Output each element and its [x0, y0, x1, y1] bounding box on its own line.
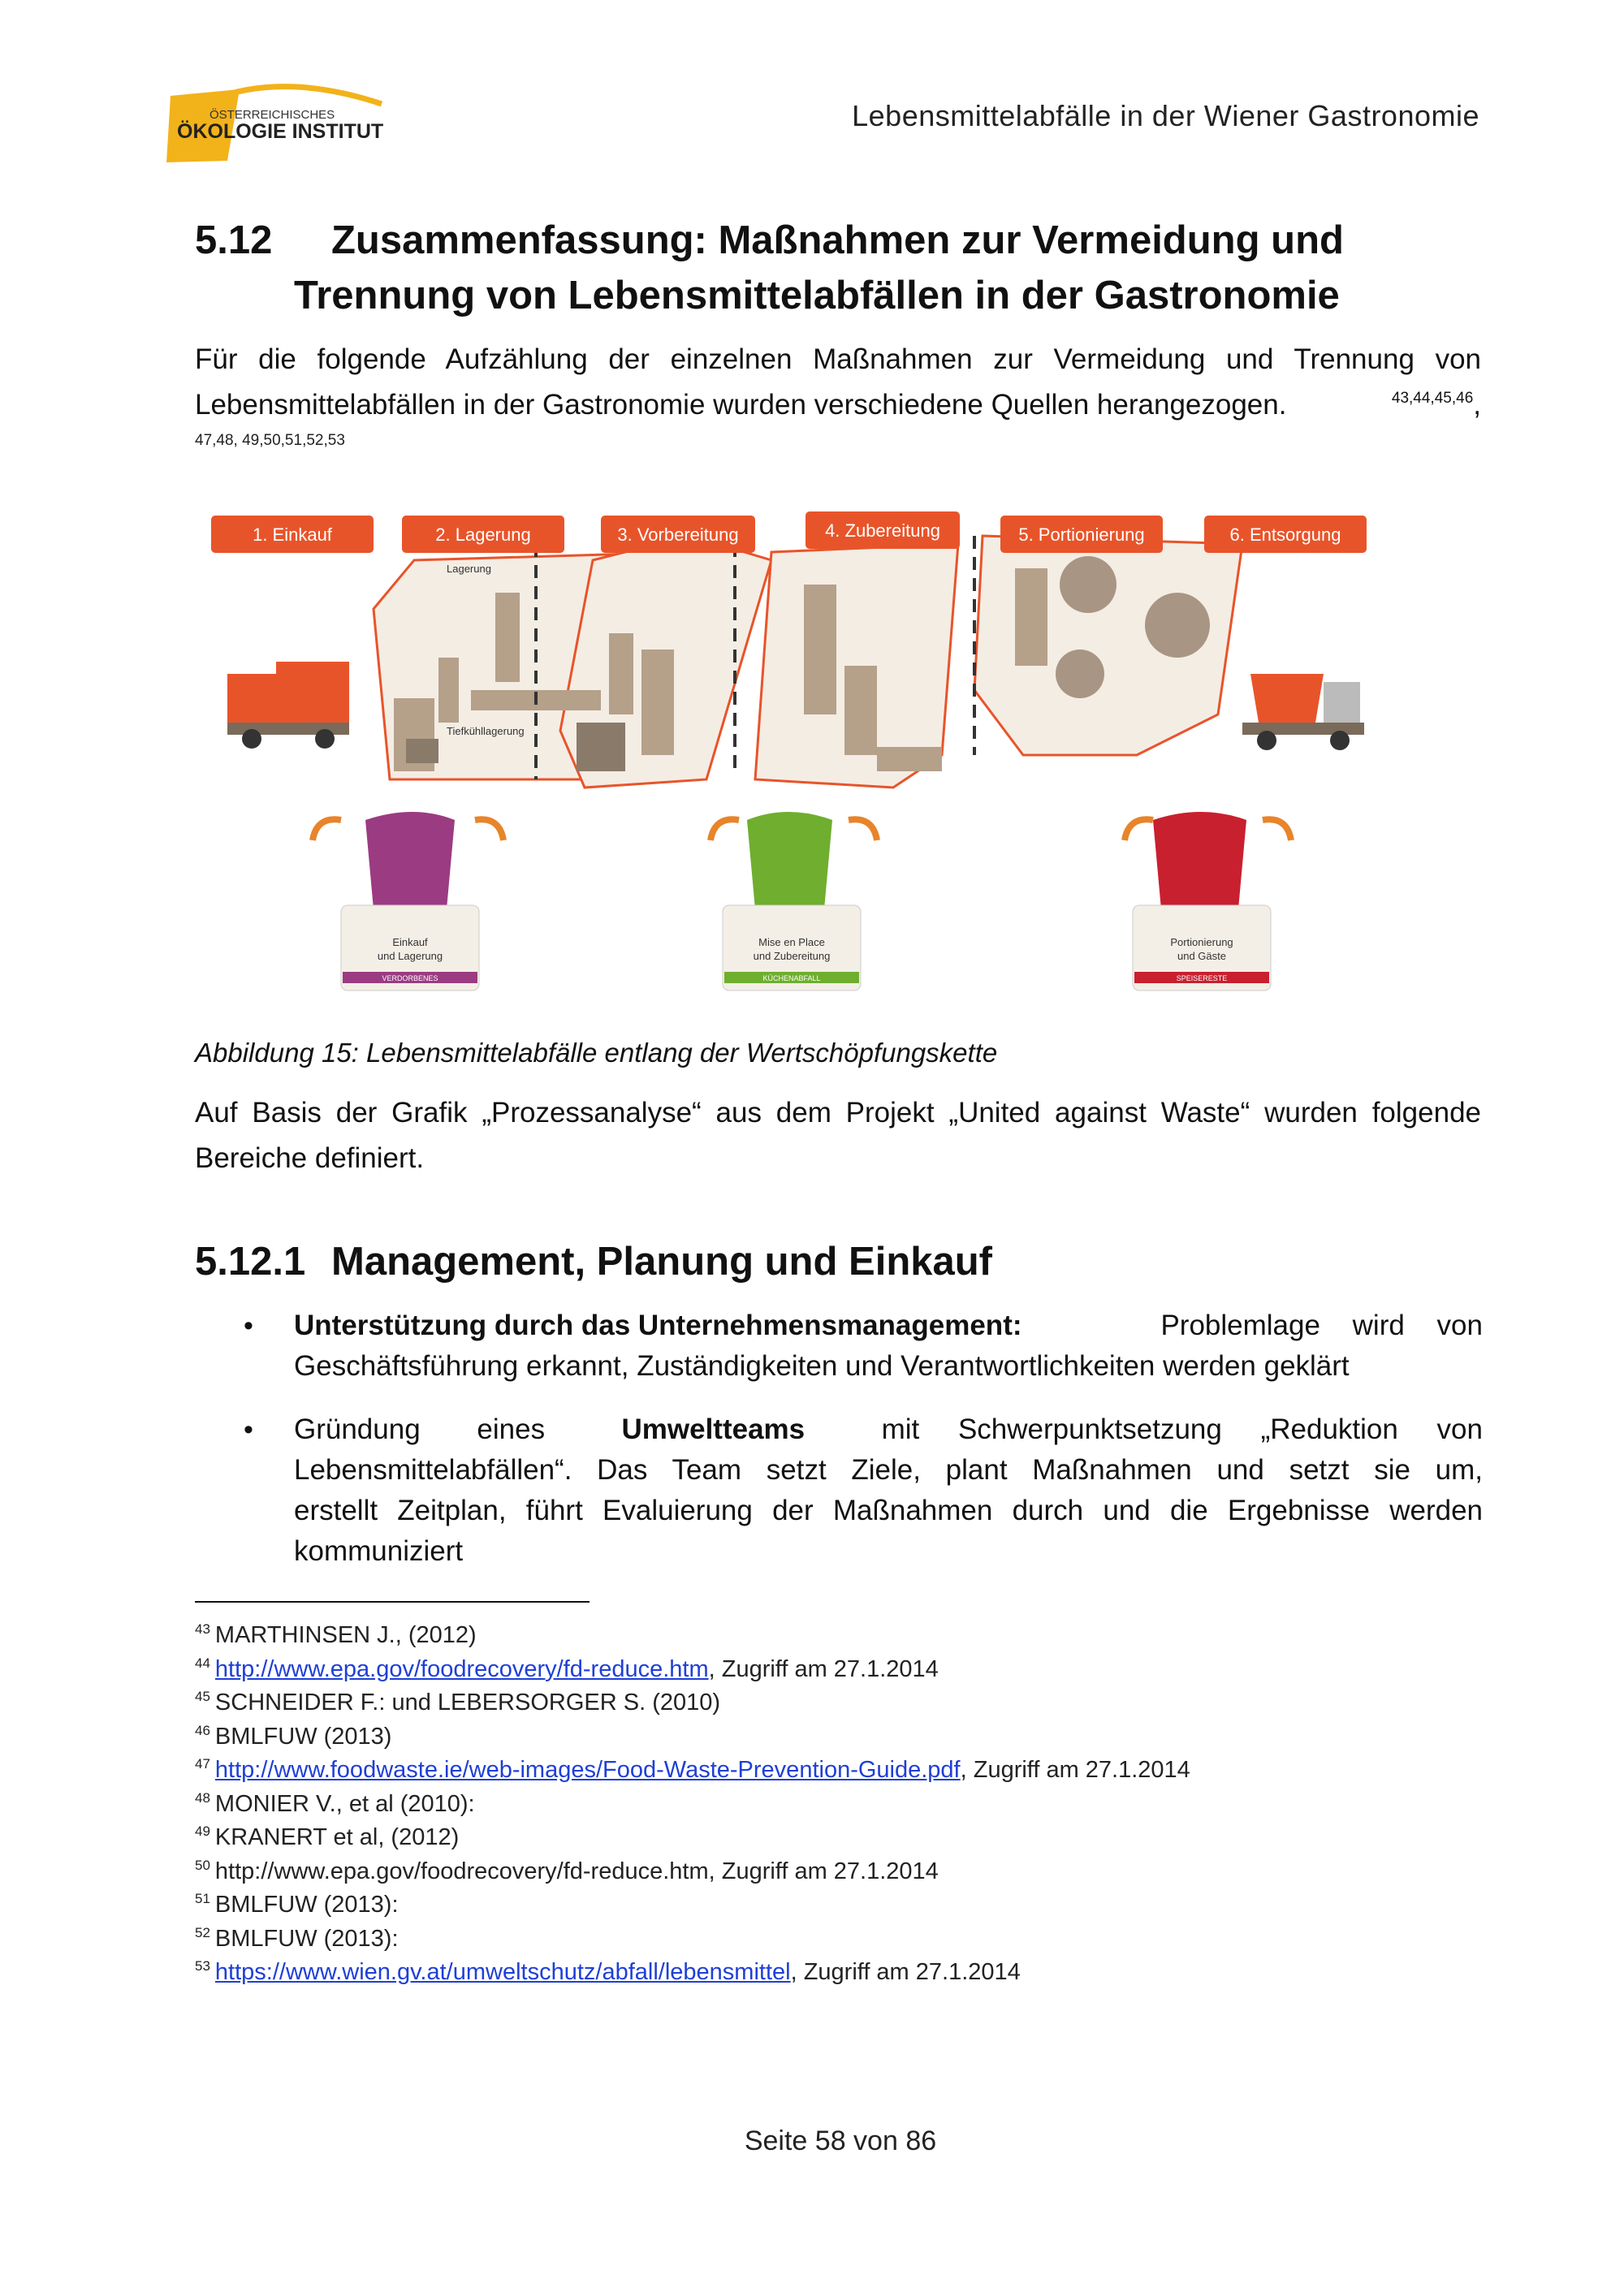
footnote-50 [195, 1855, 939, 1888]
intro-refs1 [1392, 382, 1481, 429]
footnote-access-date: , Zugriff am 27.1.2014 [960, 1757, 1190, 1783]
bullet-dot-2: • [244, 1414, 253, 1445]
footnote-link[interactable]: http://www.foodwaste.ie/web-images/Food-Waste-Prevention-Guide.pdf [214, 1757, 961, 1783]
page-number: Seite 58 von 86 [744, 2126, 937, 2156]
delivery-truck-icon [227, 662, 349, 749]
para2-line2: Bereiche definiert. [195, 1142, 425, 1174]
subsection-heading [195, 1234, 992, 1289]
bin-2-label2: und Zubereitung [753, 950, 831, 962]
footnote-number: 43 [195, 1621, 210, 1637]
step-tab-5: 5. Portionierung [1018, 524, 1145, 545]
footnote-text: BMLFUW (2013): [214, 1925, 399, 1952]
bullet-2-pre: Gründung eines [294, 1413, 546, 1445]
bullet-1-rest: Problemlage wird von [1160, 1310, 1483, 1341]
footnote-text: KRANERT et al, (2012) [214, 1824, 460, 1850]
footnote-text: SCHNEIDER F.: und LEBERSORGER S. (2010) [214, 1690, 721, 1716]
footnote-52 [195, 1923, 399, 1956]
intro-line2-text: Lebensmittelabfällen in der Gastronomie wurden verschiedene Quellen herangezogen. [195, 389, 1287, 421]
step-tab-3: 3. Vorbereitung [617, 524, 739, 545]
footnote-text: http://www.epa.gov/foodrecovery/fd-reduce.htm, Zugriff am 27.1.2014 [214, 1858, 939, 1884]
footnote-number: 49 [195, 1823, 210, 1839]
footnote-link[interactable]: http://www.epa.gov/foodrecovery/fd-reduce.htm [214, 1655, 709, 1682]
footnote-44 [195, 1653, 939, 1686]
footnote-number: 45 [195, 1689, 210, 1704]
bullet-2-line2: Lebensmittelabfällen“. Das Team setzt Ziele, plant Maßnahmen und setzt sie um, [294, 1454, 1483, 1486]
bin-1-label1: Einkauf [392, 936, 428, 948]
footnote-number: 50 [195, 1857, 210, 1873]
step-tab-4: 4. Zubereitung [825, 520, 940, 541]
footnote-text: MONIER V., et al (2010): [214, 1790, 475, 1817]
footnote-number: 53 [195, 1958, 210, 1974]
footnote-53 [195, 1956, 1021, 1989]
bin-3-band: SPEISERESTE [1176, 974, 1228, 982]
step-tab-2: 2. Lagerung [435, 524, 531, 545]
footnote-47 [195, 1754, 1190, 1787]
oekologie-institut-logo [162, 71, 406, 169]
footnote-number: 46 [195, 1722, 210, 1738]
bullet-2-post: mit Schwerpunktsetzung „Reduktion von [881, 1413, 1483, 1445]
room-label-lagerung: Lagerung [447, 563, 491, 575]
section-number: 5.12 [195, 218, 273, 262]
bin-2 [710, 812, 877, 990]
logo-text-main: ÖKOLOGIE INSTITUT [177, 120, 384, 143]
logo-text-top: ÖSTERREICHISCHES [209, 108, 335, 122]
step-tab-6: 6. Entsorgung [1229, 524, 1341, 545]
footnote-access-date: , Zugriff am 27.1.2014 [790, 1959, 1021, 1985]
waste-truck-icon [1242, 674, 1364, 750]
bullet-1-line1 [294, 1306, 1483, 1346]
footnote-number: 47 [195, 1756, 210, 1772]
bullet-1-line2: Geschäftsführung erkannt, Zuständigkeiten und Verantwortlichkeiten werden geklärt [294, 1350, 1350, 1382]
bin-3-label1: Portionierung [1170, 936, 1233, 948]
footnote-text: BMLFUW (2013): [214, 1892, 399, 1918]
footnote-48 [195, 1788, 475, 1821]
intro-refs2: 47,48, 49,50,51,52,53 [195, 432, 345, 449]
footnote-rule [195, 1601, 590, 1603]
section-title-line2: Trennung von Lebensmittelabfällen in der Gastronomie [294, 274, 1340, 317]
intro-refs1-comma: , [1473, 389, 1481, 421]
bullet-2-line3: erstellt Zeitplan, führt Evaluierung der Maßnahmen durch und die Ergebnisse werden [294, 1495, 1483, 1526]
bullet-dot-1: • [244, 1310, 253, 1341]
footnote-43 [195, 1619, 477, 1652]
footnote-49 [195, 1821, 459, 1854]
footnote-access-date: , Zugriff am 27.1.2014 [708, 1655, 939, 1682]
footnote-text: BMLFUW (2013) [214, 1723, 392, 1750]
intro-line1: Für die folgende Aufzählung der einzelnen Maßnahmen zur Vermeidung und Trennung von [195, 343, 1481, 375]
para2-line1: Auf Basis der Grafik „Prozessanalyse“ aus dem Projekt „United against Waste“ wurden folgende [195, 1097, 1481, 1129]
running-title: Lebensmittelabfälle in der Wiener Gastronomie [852, 99, 1479, 132]
bin-1-label2: und Lagerung [377, 950, 443, 962]
footnote-number: 52 [195, 1924, 210, 1940]
intro-line2 [195, 382, 1481, 429]
bullet-2-line4: kommuniziert [294, 1535, 464, 1567]
footnote-number: 48 [195, 1789, 210, 1806]
process-figure [203, 487, 1380, 999]
footnote-number: 44 [195, 1655, 210, 1671]
subsection-title: Management, Planung und Einkauf [331, 1240, 993, 1284]
footnote-text: MARTHINSEN J., (2012) [214, 1622, 477, 1648]
figure-caption: Abbildung 15: Lebensmittelabfälle entlang der Wertschöpfungskette [195, 1038, 998, 1068]
intro-refs1-sup: 43,44,45,46 [1391, 390, 1474, 407]
bin-2-label1: Mise en Place [758, 936, 825, 948]
bin-2-band: KÜCHENABFALL [762, 974, 821, 982]
bullet-2-bold: Umweltteams [621, 1413, 806, 1445]
subsection-number: 5.12.1 [195, 1240, 306, 1284]
room-label-tiefkuehl: Tiefkühllagerung [447, 725, 525, 737]
bin-3 [1125, 812, 1291, 990]
step-tab-1: 1. Einkauf [253, 524, 332, 545]
bin-3-label2: und Gäste [1177, 950, 1226, 962]
section-title-line1: Zusammenfassung: Maßnahmen zur Vermeidung und [331, 218, 1344, 262]
footnote-45 [195, 1686, 720, 1720]
footnote-46 [195, 1720, 391, 1754]
bin-1-band: VERDORBENES [382, 974, 438, 982]
bin-1 [313, 812, 503, 990]
footnote-number: 51 [195, 1891, 210, 1906]
bullet-2-line1 [294, 1409, 1483, 1450]
footnote-51 [195, 1888, 399, 1922]
bullet-1-bold: Unterstützung durch das Unternehmensmanagement: [294, 1310, 1022, 1341]
footnote-link[interactable]: https://www.wien.gv.at/umweltschutz/abfall/lebensmittel [214, 1959, 791, 1985]
